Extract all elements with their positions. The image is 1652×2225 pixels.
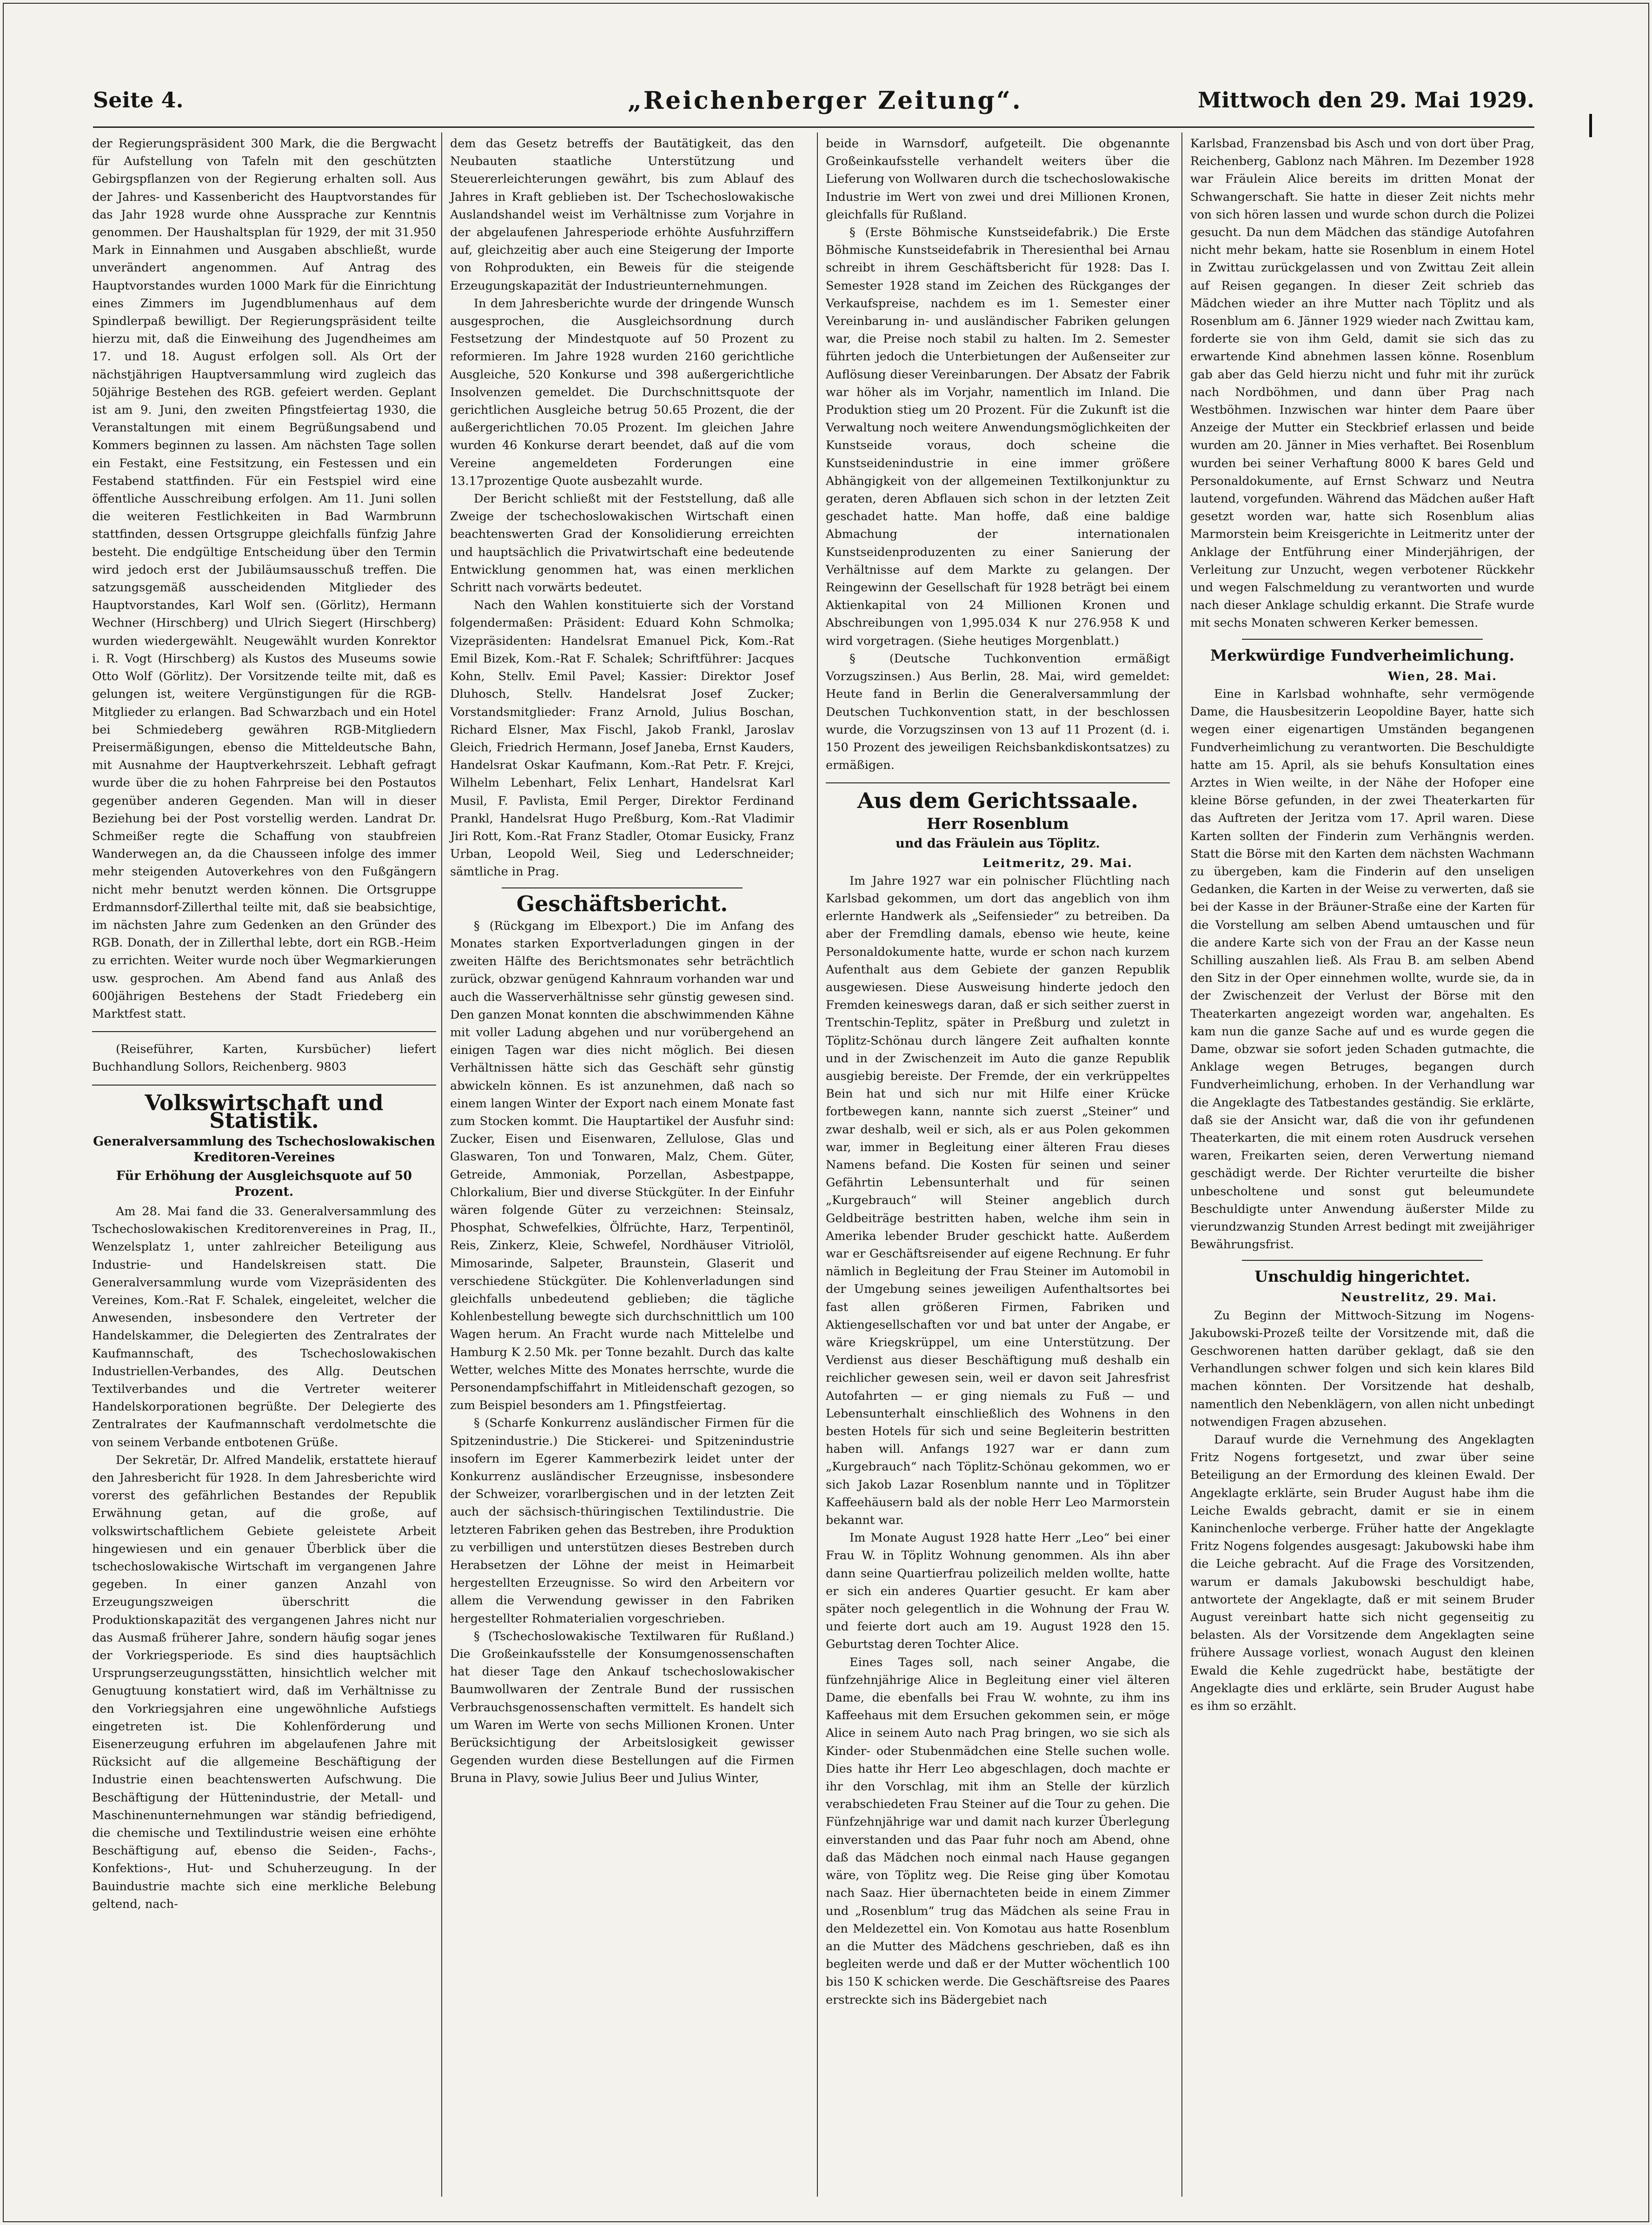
article-headline: Generalversammlung des Tschechoslowakischen Kreditoren-Vereines (93, 1134, 435, 1165)
article-headline: Herr Rosenblum (927, 814, 1069, 833)
article-text: Eine in Karlsbad wohnhafte, sehr vermögende Dame, die Hausbesitzerin Leopoldine Bayer, hatte sich wegen einer eigenartigen Umständen begangenen Fundverheimlichung zu verantworten. Die Beschuldigte hatte am 15. April, als sie behufs Konsultation eines Arztes in Wien weilte, in der Nähe der Hofoper eine kleine Börse gefunden, in der zwei Theaterkarten für das Auftreten der Jeritza vom 17. April waren. Diese Karten sollten der Finderin zum Verhängnis werden. Statt die Börse mit den Karten dem nächsten Wachmann zu übergeben, kam die Finderin auf den unseligen Gedanken, die Karten in der Weise zu verwerten, daß sie bei der Kasse in der Bräuner-Straße eine der Karten für die Vorstellung am selben Abend umtauschen und für die andere Karte sich von der Frau an der Kasse neun Schilling auszahlen ließ. Als Frau B. am selben Abend den Sitz in der Oper einnehmen wollte, wurde sie, da in der Zwischenzeit der Verlust der Börse mit den Theaterkarten angezeigt worden war, angehalten. Es kam nun die ganze Sache auf und es wurde gegen die Dame, obzwar sie sofort jeden Schaden gutmachte, die Anklage wegen Betruges, begangen durch Fundverheimlichung, erhoben. In der Verhandlung war die Angeklagte des Tatbestandes geständig. Sie erklärte, daß sie der Ansicht war, daß die von ihr gefundenen Theaterkarten, die mit einem roten Ausdruck versehen waren, Freikarten seien, deren Verwertung niemand geschädigt werde. Der Richter verurteilte die bisher unbescholtene und sonst gut beleumundete Beschuldigte unter Anwendung äußerster Milde zu vierundzwanzig Stunden Arrest bedingt mit zweijähriger Bewährungsfrist. (1190, 687, 1534, 1252)
article-text: Nach den Wahlen konstituierte sich der Vorstand folgendermaßen: Präsident: Eduard Kohn Schmolka; Vizepräsidenten: Handelsrat Emanuel Pick, Kom.-Rat Emil Bizek, Kom.-Rat F. Schalek; Schriftführer: Jacques Kohn, Stellv. Emil Pavel; Kassier: Direktor Josef Dluhosch, Stellv. Handelsrat Josef Zucker; Vorstandsmitglieder: Franz Arnold, Julius Boschan, Richard Elsner, Max Fischl, Jakob Frankl, Jaroslav Gleich, Friedrich Hermann, Josef Janeba, Ernst Kauders, Handelsrat Oskar Kaufmann, Kom.-Rat Petr. F. Krejci, Wilhelm Lebenhart, Felix Lenhart, Handelsrat Karl Musil, F. Pavlista, Emil Perger, Direktor Ferdinand Prankl, Handelsrat Hugo Preßburg, Kom.-Rat Vladimir Jiri Rott, Kom.-Rat Franz Stadler, Otomar Eusicky, Franz Urban, Leopold Weil, Sieg und Lederschneider; sämtliche in Prag. (450, 598, 794, 879)
section-title: Geschäftsbericht. (516, 891, 728, 916)
column-1 (92, 135, 436, 1913)
news-item: § (Rückgang im Elbexport.) Die im Anfang des Monates starken Exportverladungen gingen in der zweiten Hälfte des Berichtsmonates sehr beträchtlich zurück, obzwar genügend Kahnraum vorhanden war und auch die Wasserverhältnisse sehr günstig gewesen sind. Den ganzen Monat konnten die abschwimmenden Kähne mit voller Ladung abgehen und nur vorübergehend an einigen Tagen war dies nicht möglich. Bei diesen Verhältnissen hätte sich das Geschäft sehr günstig abwickeln können. Es ist anzunehmen, daß nach so einem langen Winter der Export nach einem Monate fast zum Stocken kommt. Die Hauptartikel der Ausfuhr sind: Zucker, Eisen und Eisenwaren, Zellulose, Glas und Glaswaren, Ton und Tonwaren, Malz, Chem. Güter, Getreide, Ammoniak, Porzellan, Asbestpappe, Chlorkalium, Bier und diverse Stückgüter. In der Einfuhr wären folgende Güter zu verzeichnen: Steinsalz, Phosphat, Schwefelkies, Ölfrüchte, Harz, Terpentinöl, Reis, Zinkerz, Kleie, Schwefel, Nordhäuser Vitriolöl, Mimosarinde, Salpeter, Braunstein, Glaserit und verschiedene Stückgüter. Die Kohlenverladungen sind gleichfalls unbedeutend geblieben; die tägliche Kohlenbestellung bewegte sich durchschnittlich um 100 Wagen herum. An Fracht wurde nach Mittelelbe und Hamburg K 2.50 Mk. per Tonne bezahlt. Durch das kalte Wetter, welches Mitte des Monates herrschte, wurde die Personendampfschiffahrt in Mitleidenschaft gezogen, so zum Beispiel besonders am 1. Pfingstfeiertag. (450, 919, 794, 1413)
article-text: Im Monate August 1928 hatte Herr „Leo“ bei einer Frau W. in Töplitz Wohnung genommen. Als ihn aber dann seine Quartierfrau polizeilich melden wollte, hatte er sich ein anderes Quartier gesucht. Er kam aber später noch gelegentlich in die Wohnung der Frau W. und feierte dort auch am 19. August 1928 den 15. Geburtstag deren Tochter Alice. (826, 1531, 1170, 1652)
article-text: Zu Beginn der Mittwoch-Sitzung im Nogens-Jakubowski-Prozeß teilte der Vorsitzende mit, daß die Geschworenen hatten darüber geklagt, daß sie den Verhandlungen schwer folgen und sich kein klares Bild machen könnten. Der Vorsitzende hat deshalb, namentlich den Nebenklägern, von allen nicht unbedingt notwendigen Fragen abzusehen. (1190, 1308, 1534, 1429)
article-text: In dem Jahresberichte wurde der dringende Wunsch ausgesprochen, die Ausgleichsordnung durch Festsetzung der Mindestquote auf 50 Prozent zu reformieren. Im Jahre 1928 wurden 2160 gerichtliche Ausgleiche, 520 Konkurse und 398 außergerichtliche Insolvenzen gemeldet. Die Durchschnittsquote der gerichtlichen Ausgleiche betrug 50.65 Prozent, die der außergerichtlichen 70.05 Prozent. Im gleichen Jahre wurden 46 Konkurse derart beendet, daß auf die vom Vereine angemeldeten Forderungen eine 13.17prozentige Quote ausbezahlt wurde. (450, 296, 794, 488)
article-text: Am 28. Mai fand die 33. Generalversammlung des Tschechoslowakischen Kreditorenvereines in Prag, II., Wenzelsplatz 1, unter zahlreicher Beteiligung aus Industrie- und Handelskreisen statt. Die Generalversammlung wurde vom Vizepräsidenten des Vereines, Kom.-Rat F. Schalek, eingeleitet, welcher die Anwesenden, insbesondere den Vertreter der Handelskammer, die Delegierten des Zentralrates der Kaufmannschaft, des Tschechoslowakischen Industriellen-Verbandes, des Allg. Deutschen Textilverbandes und die Vertreter weiterer Handelskorporationen begrüßte. Der Delegierte des Zentralrates der Kaufmannschaft verdolmetschte die von seinem Verbande entbotenen Grüße. (92, 1204, 436, 1450)
dateline: Wien, 28. Mai. (1388, 669, 1497, 683)
page-number: Seite 4. (93, 87, 184, 113)
divider (1242, 639, 1483, 640)
issue-date: Mittwoch den 29. Mai 1929. (1198, 87, 1534, 113)
column-separator (817, 132, 818, 2197)
article-text: Darauf wurde die Vernehmung des Angeklagten Fritz Nogens fortgesetzt, und zwar über seine Beteiligung an der Ermordung des kleinen Ewald. Der Angeklagte erklärte, sein Bruder August habe ihm die Leiche Ewalds gebracht, damit er sie in einem Kaninchenloche verberge. Früher hatte der Angeklagte Fritz Nogens folgendes ausgesagt: Jakubowski habe ihm die Leiche gebracht. Auf die Frage des Vorsitzenden, warum er damals Jakubowski beschuldigt habe, antwortete der Angeklagte, daß er mit seinem Bruder August vereinbart hatte sich nicht gegenseitig zu belasten. Als der Vorsitzende dem Angeklagten seine frühere Aussage vorliest, wonach August den kleinen Ewald die Kehle zugedrückt habe, bestätigte der Angeklagte dies und erklärte, sein Bruder August habe es ihm so erzählt. (1190, 1433, 1534, 1714)
column-separator (441, 132, 442, 2197)
article-text: Karlsbad, Franzensbad bis Asch und von dort über Prag, Reichenberg, Gablonz nach Mähren. Im Dezember 1928 war Fräulein Alice bereits im dritten Monat der Schwangerschaft. Sie hatte in dieser Zeit nichts mehr von sich hören lassen und wurde schon durch die Polizei gesucht. Da nun dem Mädchen das ständige Autofahren nicht mehr bekam, hatte sie Rosenblum in einem Hotel in Zwittau zurückgelassen und von Zwittau Zeit allein auf Reisen gegangen. In dieser Zeit schrieb das Mädchen wieder an ihre Mutter nach Töplitz und als Rosenblum am 6. Jänner 1929 wieder nach Zwittau kam, forderte sie von ihm Geld, damit sie sich das zu erwartende Kind abnehmen lassen könne. Rosenblum gab aber das Geld hierzu nicht und fuhr mit ihr zurück nach Nordböhmen, und dann über Prag nach Westböhmen. Inzwischen war hinter dem Paare über Anzeige der Mutter ein Steckbrief erlassen und beide wurden am 20. Jänner in Mies verhaftet. Bei Rosenblum wurden bei seiner Verhaftung 8000 K bares Geld und Personaldokumente, auf Ernst Schwarz und Neutra lautend, vorgefunden. Während das Mädchen außer Haft gesetzt worden war, hatte sich Rosenblum alias Marmorstein beim Kreisgerichte in Leitmeritz unter der Anklage der Entführung einer Minderjährigen, der Verleitung zur Unzucht, wegen verbotener Rückkehr und wegen Falschmeldung zu verantworten und wurde nach dieser Anklage schuldig erkannt. Die Strafe wurde mit sechs Monaten schweren Kerker bemessen. (1190, 137, 1534, 630)
article-text: Eines Tages soll, nach seiner Angabe, die fünfzehnjährige Alice in Begleitung einer viel älteren Dame, die ebenfalls bei Frau W. wohnte, zu ihm ins Kaffeehaus mit dem Ersuchen gekommen sein, er möge Alice in seinem Auto nach Prag bringen, wo sie sich als Kinder- oder Stubenmädchen eine Stelle suchen wolle. Dies hatte ihr Herr Leo abgeschlagen, doch machte er ihr den Vorschlag, mit ihm an Stelle der kürzlich verabschiedeten Frau Steiner auf die Tour zu gehen. Die Fünfzehnjährige war und damit nach kurzer Überlegung einverstanden und das Paar fuhr noch am Abend, ohne daß das Mädchen noch einmal nach Hause gegangen wäre, von Töplitz weg. Die Reise ging über Komotau nach Saaz. Hier übernachteten beide in einem Zimmer und „Rosenblum“ trug das Mädchen als seine Frau in den Meldezettel ein. Von Komotau aus hatte Rosenblum an die Mutter des Mädchens geschrieben, daß es ihn begleiten werde und daß er der Mutter wöchentlich 100 bis 150 K schicken werde. Die Geschäftsreise des Paares erstreckte sich ins Bädergebiet nach (826, 1655, 1170, 2007)
dateline: Neustrelitz, 29. Mai. (1341, 1291, 1497, 1305)
newspaper-title: „Reichenberger Zeitung“. (628, 86, 1022, 115)
news-item: beide in Warnsdorf, aufgeteilt. Die obgenannte Großeinkaufsstelle verhandelt weiters über die Lieferung von Wollwaren durch die tschechoslowakische Industrie im Wert von zwei und drei Millionen Kronen, gleichfalls für Rußland. (826, 137, 1170, 222)
article-text: Der Sekretär, Dr. Alfred Mandelik, erstattete hierauf den Jahresbericht für 1928. In dem Jahresberichte wird vorerst des gefährlichen Bestandes der Republik Erwähnung getan, auf die große, auf volkswirtschaftlichem Gebiete geleistete Arbeit hingewiesen und ein genauer Überblick über die tschechoslowakische Wirtschaft im vergangenen Jahre gegeben. In einer ganzen Anzahl von Erzeugungszweigen überschritt die Produktionskapazität des vergangenen Jahres nicht nur das Ausmaß früherer Jahre, sondern häufig sogar jenes der Vorkriegsperiode. Es sind dies hauptsächlich Ursprungserzeugungsstätten, hinsichtlich welcher mit Genugtuung konstatiert wird, daß im Verhältnisse zu den Vorkriegsjahren eine ungewöhnliche Aufstiegs eingetreten ist. Die Kohlenförderung und Eisenerzeugung erfuhren im abgelaufenen Jahre mit Rücksicht auf die allgemeine Beschäftigung der Industrie einen beachtenswerten Aufschwung. Die Beschäftigung der Hüttenindustrie, der Metall- und Maschinenunternehmungen war ständig befriedigend, die chemische und Textilindustrie weisen eine erhöhte Beschäftigung auf, ebenso die Seiden-, Fachs-, Konfektions-, Hut- und Schuherzeugung. In der Bauindustrie machte sich eine merkliche Belebung geltend, nach- (92, 1453, 436, 1911)
header-rule (93, 126, 1534, 128)
news-item: § (Erste Böhmische Kunstseidefabrik.) Die Erste Böhmische Kunstseidefabrik in Theresienthal bei Arnau schreibt in ihrem Geschäftsbericht für 1928: Das I. Semester 1928 stand im Zeichen des Rückganges der Verkaufspreise, nachdem es im 1. Semester einer Vereinbarung in- und ausländischer Fabriken gelungen war, die Preise noch stabil zu halten. Im 2. Semester führten jedoch die Unterbietungen der Außenseiter zur Auflösung dieser Vereinbarungen. Der Absatz der Fabrik war höher als im Vorjahr, namentlich im Inland. Die Produktion stieg um 20 Prozent. Für die Zukunft ist die Verwaltung noch weitere Anwendungsmöglichkeiten der Kunstseide voraus, doch scheine die Kunstseidenindustrie in eine immer größere Abhängigkeit von der allgemeinen Textilkonjunktur zu geraten, deren Abflauen sich schon in der letzten Zeit geschadet hatte. Man hoffe, daß eine baldige Abmachung der internationalen Kunstseidenproduzenten zu einer Sanierung der Verhältnisse auf dem Markte zu gelangen. Der Reingewinn der Gesellschaft für 1928 beträgt bei einem Aktienkapital von 24 Millionen Kronen und Abschreibungen von 1,995.034 K nur 276.958 K und wird vorgetragen. (Siehe heutiges Morgenblatt.) (826, 225, 1170, 648)
divider (92, 1085, 436, 1086)
column-2 (450, 135, 794, 1788)
section-title: Aus dem Gerichtssaale. (857, 788, 1139, 814)
article-text: der Regierungspräsident 300 Mark, die die Bergwacht für Aufstellung von Tafeln mit den geschützten Gebirgspflanzen von der Regierung erhalten soll. Aus der Jahres- und Kassenbericht des Hauptvorstandes für das Jahr 1928 wurde ohne Aussprache zur Kenntnis genommen. Der Haushaltsplan für 1929, der mit 31.950 Mark in Einnahmen und Ausgaben abschließt, wurde unverändert angenommen. Auf Antrag des Hauptvorstandes wurden 1000 Mark für die Einrichtung eines Zimmers im Jugendblumenhaus auf dem Spindlerpaß bewilligt. Der Regierungspräsident teilte hierzu mit, daß die Einweihung des Jugendheimes am 17. und 18. August erfolgen soll. Als Ort der nächstjährigen Hauptversammlung wird zugleich das 50jährige Bestehen des RGB. gefeiert werden. Geplant ist am 9. Juni, den zweiten Pfingstfeiertag 1930, die Veranstaltungen mit einem Begrüßungsabend und Kommers beginnen zu lassen. Am nächsten Tage sollen ein Festakt, eine Festsitzung, ein Festessen und ein Festabend stattfinden. Für ein Festspiel wird eine öffentliche Ausschreibung erfolgen. Am 11. Juni sollen die weiteren Festlichkeiten in Bad Warmbrunn stattfinden, dessen Ortsgruppe gleichfalls fünfzig Jahre besteht. Die endgültige Entscheidung über den Termin wird jedoch erst der Jubiläumsausschuß treffen. Die satzungsgemäß ausscheidenden Mitglieder des Hauptvorstandes, Karl Wolf sen. (Görlitz), Hermann Wechner (Hirschberg) und Ulrich Siegert (Hirschberg) wurden wiedergewählt. Neugewählt wurden Konrektor i. R. Vogt (Hirschberg) als Kustos des Museums sowie Otto Wolf (Görlitz). Der Vorsitzende teilte mit, daß es gelungen ist, weitere Vergünstigungen für die RGB-Mitglieder zu erlangen. Bad Schwarzbach und ein Hotel bei Schmiedeberg gewähren RGB-Mitgliedern Preisermäßigungen, ebenso die Mitteldeutsche Bahn, mit Ausnahme der Hauptverkehrszeit. Lebhaft gefragt wurde über die zu hohen Fahrpreise bei den Postautos gegenüber anderen Gegenden. Man will in dieser Beziehung bei der Post vorstellig werden. Landrat Dr. Schmeißer regte die Schaffung von staubfreien Wanderwegen an, da die Chausseen infolge des immer mehr steigenden Autoverkehres von den Fußgängern nicht mehr benutzt werden können. Die Ortsgruppe Erdmannsdorf-Zillerthal teilte mit, daß sie beabsichtige, im nächsten Jahre zum Gedenken an den Gründer des RGB. Donath, der in Zillerthal lebte, dort ein RGB.-Heim zu errichten. Weiter wurde noch über Wegmarkierungen usw. gesprochen. Am Abend fand aus Anlaß des 600jährigen Bestehens der Stadt Friedeberg ein Marktfest statt. (92, 137, 436, 1021)
article-text: dem das Gesetz betreffs der Bautätigkeit, das den Neubauten staatliche Unterstützung und Steuererleichterungen gewährt, bis zum Ablauf des Jahres in Kraft geblieben ist. Der Tschechoslowakische Auslandshandel weist im Verhältnisse zum Vorjahre in der abgelaufenen Jahresperiode erhöhte Ausfuhrziffern auf, gleichzeitig aber auch eine Steigerung der Importe von Rohprodukten, ein Beweis für die steigende Erzeugungskapazität der Industrieunternehmungen. (450, 137, 794, 293)
advertisement: (Reiseführer, Karten, Kursbücher) liefert Buchhandlung Sollors, Reichenberg. 9803 (92, 1042, 436, 1074)
article-text: Im Jahre 1927 war ein polnischer Flüchtling nach Karlsbad gekommen, um dort das angeblich von ihm erlernte Handwerk als „Seifensieder“ zu betreiben. Da aber der Fremdling damals, ebenso wie heute, keine Personaldokumente hatte, wurde er schon nach kurzem Aufenthalt aus dem Gebiete der ganzen Republik ausgewiesen. Diese Ausweisung hinderte jedoch den Fremden keineswegs daran, daß er sich seither zuerst in Trentschin-Teplitz, später in Preßburg und zuletzt in Töplitz-Schönau durch längere Zeit aufhalten konnte und in der Zwischenzeit im Auto die ganze Republik ausgiebig bereiste. Der Fremde, der ein verkrüppeltes Bein hat und sich nur mit Hilfe einer Krücke fortbewegen kann, nannte sich zuerst „Steiner“ und zwar deshalb, weil er sich, als er aus Polen gekommen war, immer in Begleitung einer älteren Frau dieses Namens befand. Die Kosten für seinen und seiner Gefährtin Lebensunterhalt und für seinen „Kurgebrauch“ will Steiner angeblich durch Geldbeiträge bestritten haben, welche ihm sein in Amerika lebender Bruder geschickt hatte. Außerdem war er Geschäftsreisender auf eigene Rechnung. Er fuhr nämlich in Begleitung der Frau Steiner im Automobil in der Umgebung seines jeweiligen Aufenthaltsortes bei fast allen größeren Firmen, Fabriken und Aktiengesellschaften vor und bat unter der Angabe, er wäre Kriegskrüppel, um eine Unterstützung. Der Verdienst aus dieser Beschäftigung muß deshalb ein reichlicher gewesen sein, weil er davon seit Jahresfrist Autofahrten — er ging niemals zu Fuß — und Lebensunterhalt einschließlich des Wohnens in den besten Hotels für sich und seine Begleiterin bestritten haben will. Anfangs 1927 war er dann zum „Kurgebrauch“ nach Töplitz-Schönau gekommen, wo er sich Jakob Lazar Rosenblum nannte und in Töplitzer Kaffeehäusern bald als der noble Herr Leo Marmorstein bekannt war. (826, 874, 1170, 1528)
dateline: Leitmeritz, 29. Mai. (982, 856, 1133, 870)
divider (92, 1031, 436, 1032)
margin-mark (1589, 114, 1592, 137)
article-headline: Unschuldig hingerichtet. (1254, 1267, 1470, 1286)
news-item: § (Scharfe Konkurrenz ausländischer Firmen für die Spitzenindustrie.) Die Stickerei- und Spitzenindustrie insofern im Egerer Kammerbezirk leidet unter der Konkurrenz ausländischer Erzeugnisse, insbesondere der Schweizer, vorarlbergischen und in der letzten Zeit auch der sächsisch-thüringischen Textilindustrie. Die letzteren Fabriken gehen das Bestreben, ihre Produktion zu verbilligen und unterstützen dieses Bestreben durch Herabsetzen der Löhne der meist in Heimarbeit hergestellten Erzeugnisse. So wird den Arbeitern vor allem die Verwendung gewisser in den Fabriken hergestellter Rohmaterialien vorgeschrieben. (450, 1416, 794, 1626)
news-item: § (Deutsche Tuchkonvention ermäßigt Vorzugszinsen.) Aus Berlin, 28. Mai, wird gemeldet: Heute fand in Berlin die Generalversammlung der Deutschen Tuchkonvention statt, in der beschlossen wurde, die Vorzugszinsen von 13 auf 11 Prozent (d. i. 150 Prozent des jeweiligen Reichsbankdiskontsatzes) zu ermäßigen. (826, 651, 1170, 773)
column-3 (826, 135, 1170, 2009)
news-item: § (Tschechoslowakische Textilwaren für Rußland.) Die Großeinkaufsstelle der Konsumgenossenschaften hat dieser Tage den Ankauf tschechoslowakischer Baumwollwaren der Zentrale Bund der russischen Verbrauchsgenossenschaften vermittelt. Es handelt sich um Waren im Werte von sechs Millionen Kronen. Unter Berücksichtigung der Arbeitslosigkeit gewisser Gegenden wurden diese Bestellungen auf die Firmen Bruna in Plavy, sowie Julius Beer und Julius Winter, (450, 1629, 794, 1786)
column-separator (1181, 132, 1182, 2197)
article-text: Der Bericht schließt mit der Feststellung, daß alle Zweige der tschechoslowakischen Wirtschaft einen beachtenswerten Grad der Konsolidierung erreichten und hauptsächlich die Privatwirtschaft eine bedeutende Entwicklung genommen hat, was einen merklichen Schritt nach vorwärts bedeutet. (450, 492, 794, 595)
article-headline: Merkwürdige Fundverheimlichung. (1210, 646, 1515, 664)
divider (1242, 1260, 1483, 1261)
section-title: Volkswirtschaft und Statistik. (145, 1090, 384, 1133)
divider (826, 782, 1170, 783)
column-4 (1190, 135, 1534, 1715)
divider (502, 887, 743, 888)
article-subheadline: Für Erhöhung der Ausgleichsquote auf 50 Prozent. (116, 1168, 412, 1199)
article-subheadline: und das Fräulein aus Töplitz. (896, 836, 1100, 851)
page-header (93, 87, 1534, 122)
